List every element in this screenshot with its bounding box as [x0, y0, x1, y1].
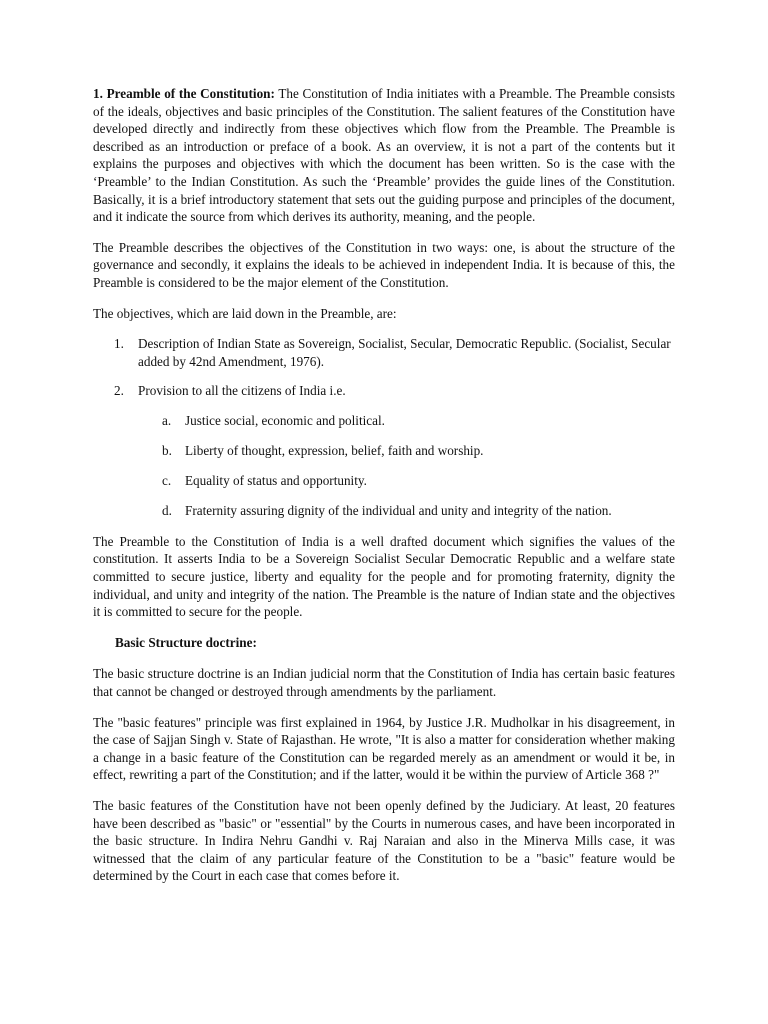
- document-page: [93, 85, 675, 898]
- sub-list-item-letter: c.: [162, 473, 172, 489]
- sub-list-item-letter: b.: [162, 443, 172, 458]
- sub-list-item-letter: d.: [162, 503, 172, 519]
- sub-list-item-text: Equality of status and opportunity.: [185, 473, 367, 489]
- sub-list-item-text: Fraternity assuring dignity of the individual and unity and integrity of the nation.: [185, 503, 612, 519]
- sub-list-item: [138, 502, 675, 520]
- list-item-text: Provision to all the citizens of India i.e.: [138, 383, 346, 399]
- list-item: [93, 335, 675, 370]
- preamble-summary-paragraph: The Preamble to the Constitution of India is a well drafted document which signifies the values of the constitution. It asserts India to be a Sovereign Socialist Secular Democratic Republic and a welfare state committed to secure justice, liberty and equality for the people and for promoting fraternity, dignity the individual, and unity and integrity of the nation. The Preamble is the nature of Indian state and the objectives it is committed to secure for the people.: [93, 533, 675, 620]
- section-heading-preamble: 1. Preamble of the Constitution:: [93, 86, 275, 101]
- list-item-number: 2.: [114, 383, 124, 399]
- section-heading-basic-structure: Basic Structure doctrine:: [115, 634, 257, 650]
- objectives-lead-in: The objectives, which are laid down in the Preamble, are:: [93, 305, 397, 321]
- preamble-intro-text: The Constitution of India initiates with a Preamble. The Preamble consists of the ideals, objectives and basic principles of the Constitution. The salient features of the Constitution have developed directly and indirectly from these objectives which flow from the Preamble. The Preamble is described as an introduction or preface of a book. As an overview, it is not a part of the contents but it explains the purposes and objectives with which the document has been written. So is the case with the ‘Preamble’ to the Indian Constitution. As such the ‘Preamble’ provides the guide lines of the Constitution. Basically, it is a brief introductory statement that sets out the guiding purpose and principles of the document, and it indicate the source from which derives its authority, meaning, and the people.: [93, 86, 675, 225]
- sub-list-item: [138, 472, 675, 490]
- list-item-text: Description of Indian State as Sovereign, Socialist, Secular, Democratic Republic. (Socialist, Secular added by 42nd Amendment, 1976).: [138, 336, 671, 369]
- basic-structure-paragraph-2: The "basic features" principle was first explained in 1964, by Justice J.R. Mudholkar in his disagreement, in the case of Sajjan Singh v. State of Rajasthan. He wrote, "It is also a matter for consideration whether making a change in a basic feature of the Constitution can be regarded merely as an amendment or would it be, in effect, rewriting a part of the Constitution; and if the latter, would it be within the purview of Article 368 ?": [93, 714, 675, 783]
- list-item: [93, 382, 675, 519]
- sub-objectives-list: [138, 412, 675, 520]
- sub-list-item: [138, 442, 675, 460]
- objectives-list: [93, 335, 675, 520]
- list-item-number: 1.: [114, 336, 124, 352]
- preamble-objectives-paragraph: The Preamble describes the objectives of the Constitution in two ways: one, is about the structure of the governance and secondly, it explains the ideals to be achieved in independent India. It is because of this, the Preamble is considered to be the major element of the Constitution.: [93, 239, 675, 290]
- preamble-intro-paragraph: [93, 85, 675, 226]
- sub-list-item-text: Liberty of thought, expression, belief, faith and worship.: [185, 443, 484, 458]
- sub-list-item-text: Justice social, economic and political.: [185, 412, 385, 428]
- sub-list-item: [138, 412, 675, 430]
- sub-list-item-letter: a.: [162, 412, 172, 428]
- basic-structure-paragraph-1: The basic structure doctrine is an Indian judicial norm that the Constitution of India has certain basic features that cannot be changed or destroyed through amendments by the parliament.: [93, 666, 675, 699]
- basic-structure-paragraph-3: The basic features of the Constitution have not been openly defined by the Judiciary. At least, 20 features have been described as "basic" or "essential" by the Courts in numerous cases, and have been incorporated in the basic structure. In Indira Nehru Gandhi v. Raj Naraian and also in the Minerva Mills case, it was witnessed that the claim of any particular feature of the Constitution to be a "basic" feature would be determined by the Court in each case that comes before it.: [93, 797, 675, 884]
